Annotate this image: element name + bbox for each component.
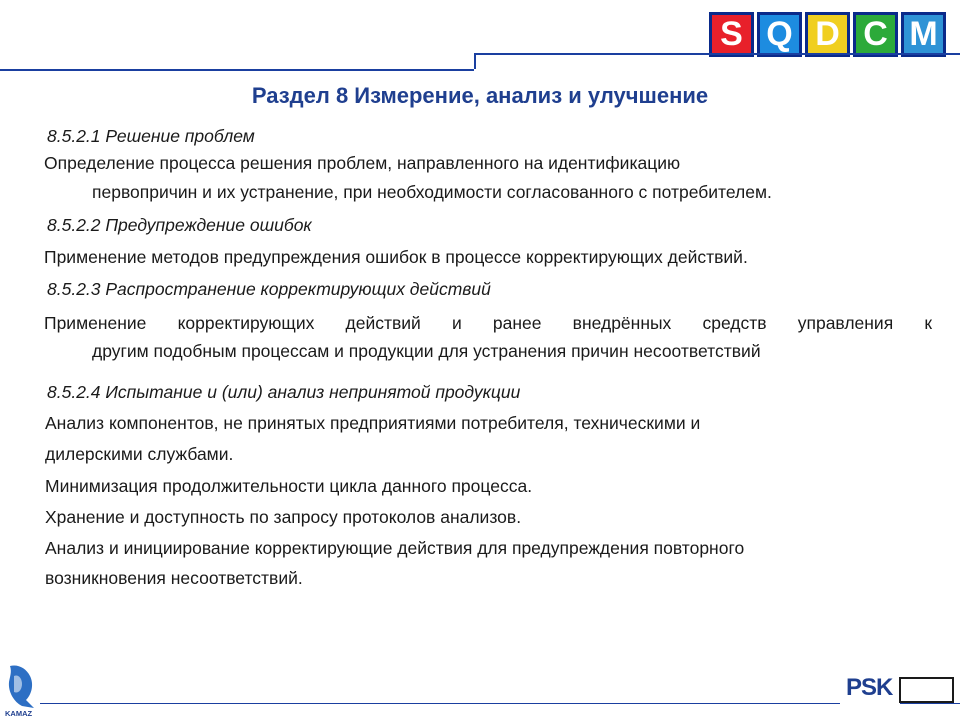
section-text-line: Применение методов предупреждения ошибок в процессе корректирующих действий. [44, 247, 748, 267]
section-text-line: Применение корректирующих действий и ранее внедрённых средств управления к [44, 313, 932, 333]
section-heading-8-5-2-2: 8.5.2.2 Предупреждение ошибок [47, 215, 312, 235]
header-rule-step [474, 53, 476, 69]
psk-box [899, 677, 954, 703]
section-text-line: первопричин и их устранение, при необходимости согласованного с потребителем. [92, 182, 772, 202]
section-text-line: другим подобным процессам и продукции для устранения причин несоответствий [92, 341, 761, 361]
header-rule-left [0, 69, 474, 71]
section-heading-8-5-2-4: 8.5.2.4 Испытание и (или) анализ непринятой продукции [47, 382, 521, 402]
section-text-line: Определение процесса решения проблем, направленного на идентификацию [44, 153, 681, 173]
kamaz-logo-text: KAMAZ [5, 709, 33, 718]
header-rule-right [474, 53, 960, 55]
badge-m: M [901, 12, 946, 57]
sqdcm-badges [709, 12, 946, 57]
footer-rule-right [900, 703, 960, 704]
section-text-line: Хранение и доступность по запросу протоколов анализов. [45, 507, 522, 527]
badge-c: C [853, 12, 898, 57]
section-text-line: Анализ компонентов, не принятых предприятиями потребителя, техническими и [45, 413, 701, 433]
section-heading-8-5-2-3: 8.5.2.3 Распространение корректирующих действий [47, 279, 491, 299]
kamaz-logo-icon [4, 662, 38, 718]
section-text-line: возникновения несоответствий. [45, 568, 303, 588]
psk-logo: PSK [846, 674, 893, 701]
footer-rule [40, 703, 840, 704]
section-heading-8-5-2-1: 8.5.2.1 Решение проблем [47, 126, 255, 146]
section-text-line: Минимизация продолжительности цикла данного процесса. [45, 476, 533, 496]
section-text-line: Анализ и инициирование корректирующие действия для предупреждения повторного [45, 538, 745, 558]
page-title: Раздел 8 Измерение, анализ и улучшение [251, 83, 709, 108]
section-text-line: дилерскими службами. [45, 444, 234, 464]
badge-q: Q [757, 12, 802, 57]
badge-s: S [709, 12, 754, 57]
badge-d: D [805, 12, 850, 57]
